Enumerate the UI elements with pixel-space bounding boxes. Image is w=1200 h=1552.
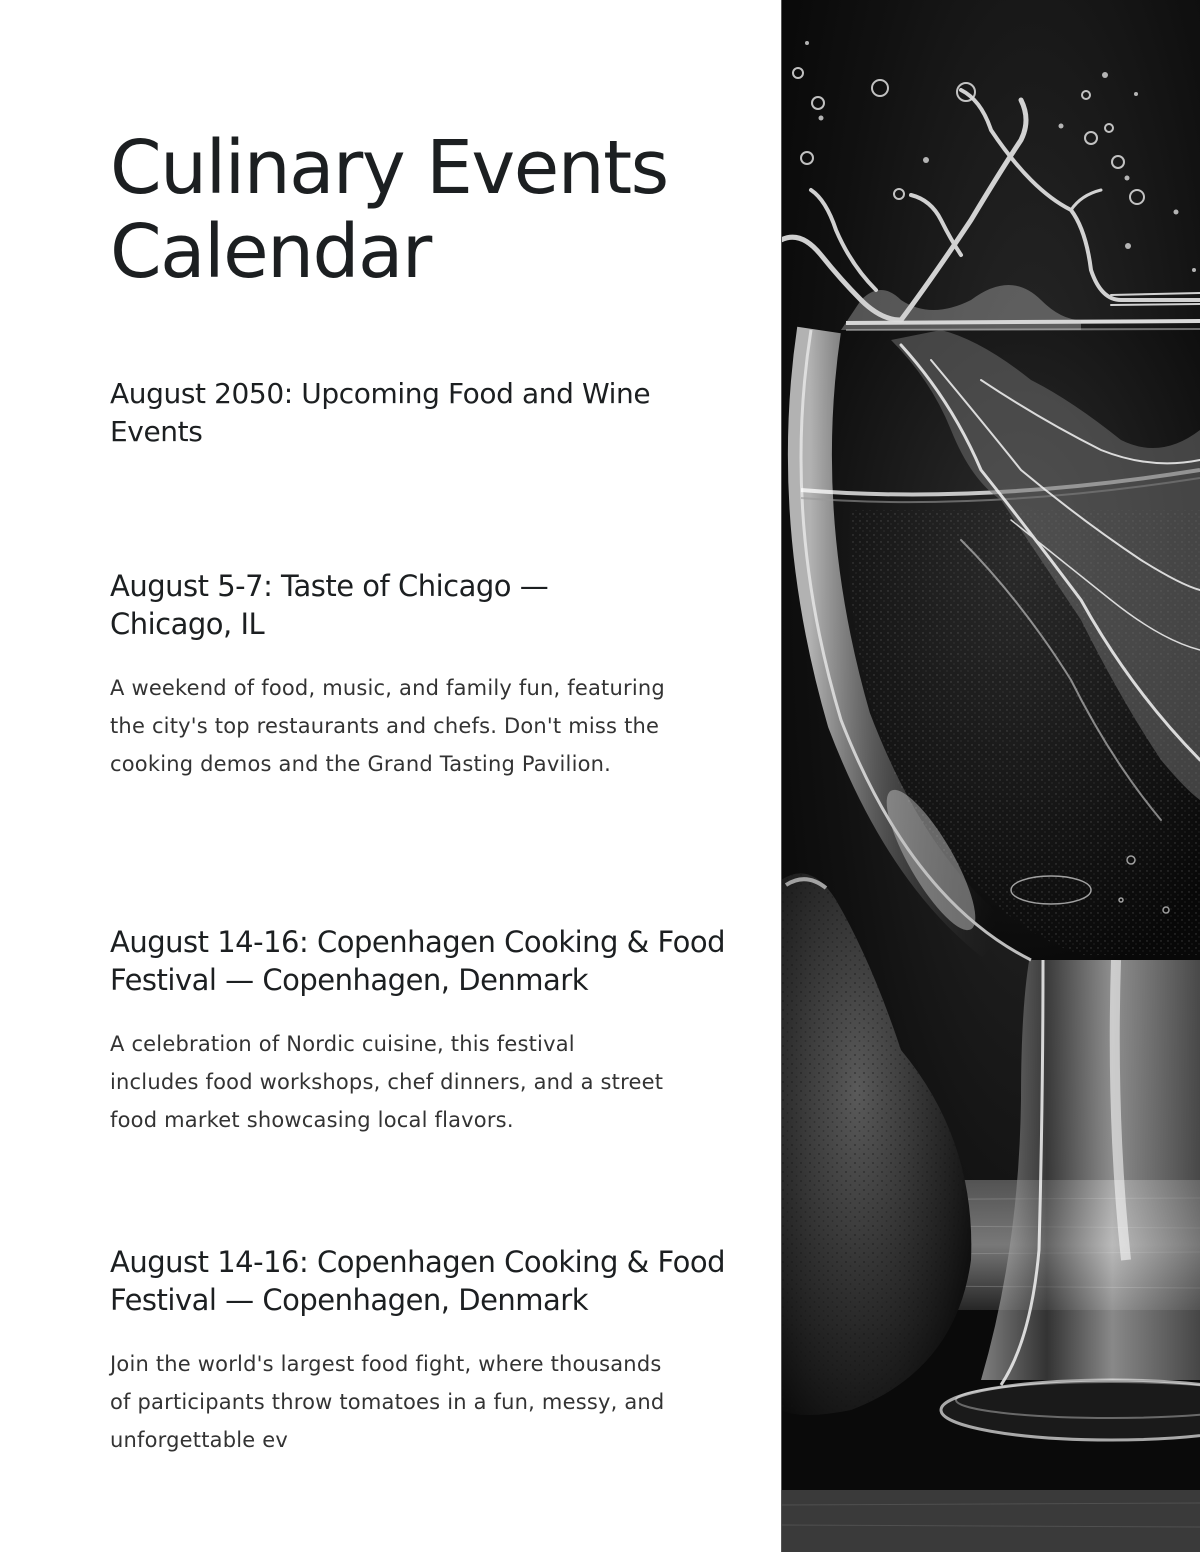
page-subtitle: August 2050: Upcoming Food and Wine Events <box>110 377 651 448</box>
event-heading: August 5-7: Taste of Chicago — Chicago, IL <box>110 569 549 641</box>
event-description: A weekend of food, music, and family fun, featuring the city's top restaurants and chefs. Don't miss the cooking demos and the Grand Tasting Pavilion. <box>110 676 665 776</box>
hero-image <box>781 0 1200 1552</box>
event-description: Join the world's largest food fight, where thousands of participants throw tomatoes in a fun, messy, and unforgettable ev <box>110 1352 665 1452</box>
event-item <box>110 1243 750 1459</box>
event-item <box>110 923 750 1139</box>
event-item <box>110 567 665 783</box>
page-title: Culinary Events Calendar <box>110 125 668 295</box>
event-heading: August 14-16: Copenhagen Cooking & Food Festival — Copenhagen, Denmark <box>110 925 726 997</box>
event-description: A celebration of Nordic cuisine, this festival includes food workshops, chef dinners, and a street food market showcasing local flavors. <box>110 1032 664 1132</box>
wine-glass-splash-illustration <box>781 0 1200 1552</box>
event-heading: August 14-16: Copenhagen Cooking & Food Festival — Copenhagen, Denmark <box>110 1245 726 1317</box>
